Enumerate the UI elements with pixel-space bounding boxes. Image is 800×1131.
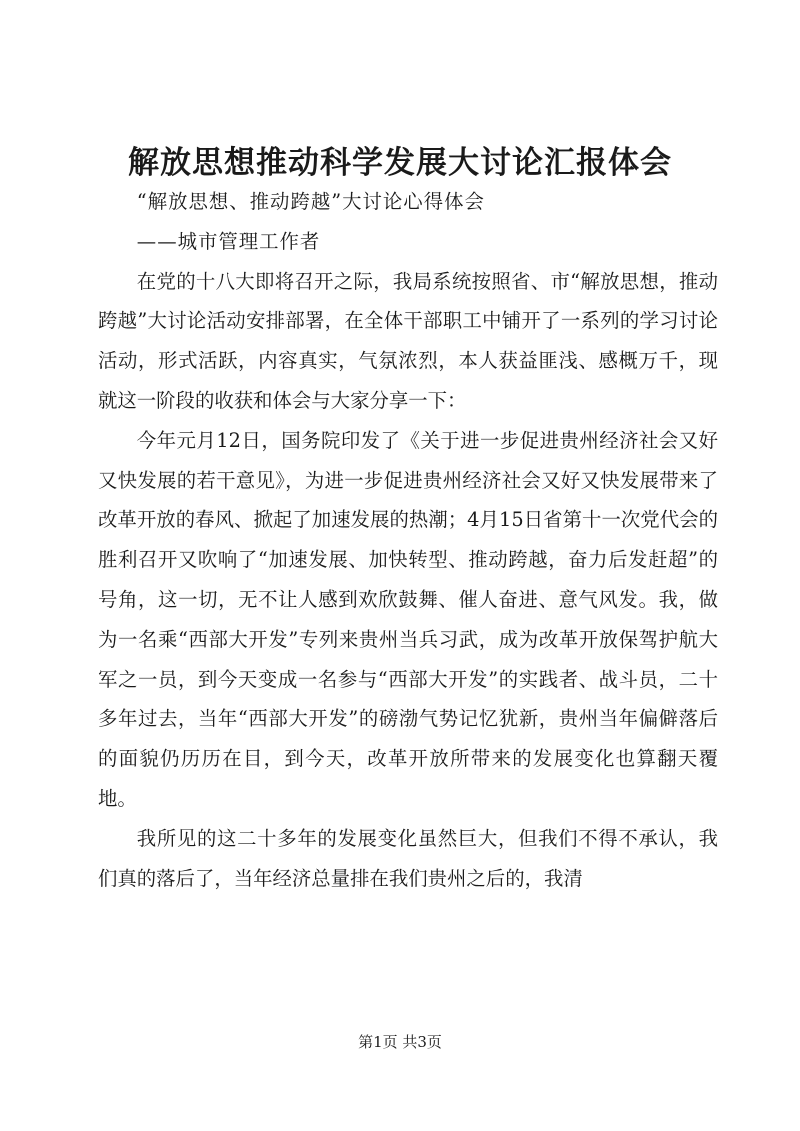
document-subtitle: “解放思想、推动跨越”大讨论心得体会 [136,190,485,213]
paragraph-2: 今年元月12日，国务院印发了《关于进一步促进贵州经济社会又好又快发展的若干意见》，为进一步促进贵州经济社会又好又快发展带来了改革开放的春风、掀起了加速发展的热潮；4月15日省第十一次党代会的胜利召开又吹响了“加速发展、加快转型、推动跨越，奋力后发赶超”的号角，这一切，无不让人感到欢欣鼓舞、催人奋进、意气风发。我，做为一名乘“西部大开发”专列来贵州当兵习武，成为改革开放保驾护航大军之一员，到今天变成一名参与“西部大开发”的实践者、战斗员，二十多年过去，当年“西部大开发”的磅渤气势记忆犹新，贵州当年偏僻落后的面貌仍历历在目，到今天，改革开放所带来的发展变化也算翻天覆地。 [98,428,718,810]
document-byline: ——城市管理工作者 [136,229,321,253]
document-title: 解放思想推动科学发展大讨论汇报体会 [128,145,672,181]
paragraph-3: 我所见的这二十多年的发展变化虽然巨大，但我们不得不承认，我们真的落后了，当年经济总量排在我们贵州之后的，我清 [98,826,718,890]
page-footer: 第1页 共3页 [358,1033,442,1051]
paragraph-1: 在党的十八大即将召开之际，我局系统按照省、市“解放思想，推动跨越”大讨论活动安排部署，在全体干部职工中铺开了一系列的学习讨论活动，形式活跃，内容真实，气氛浓烈，本人获益匪浅、感概万千，现就这一阶段的收获和体会与大家分享一下： [98,269,718,412]
document-body [98,182,718,898]
